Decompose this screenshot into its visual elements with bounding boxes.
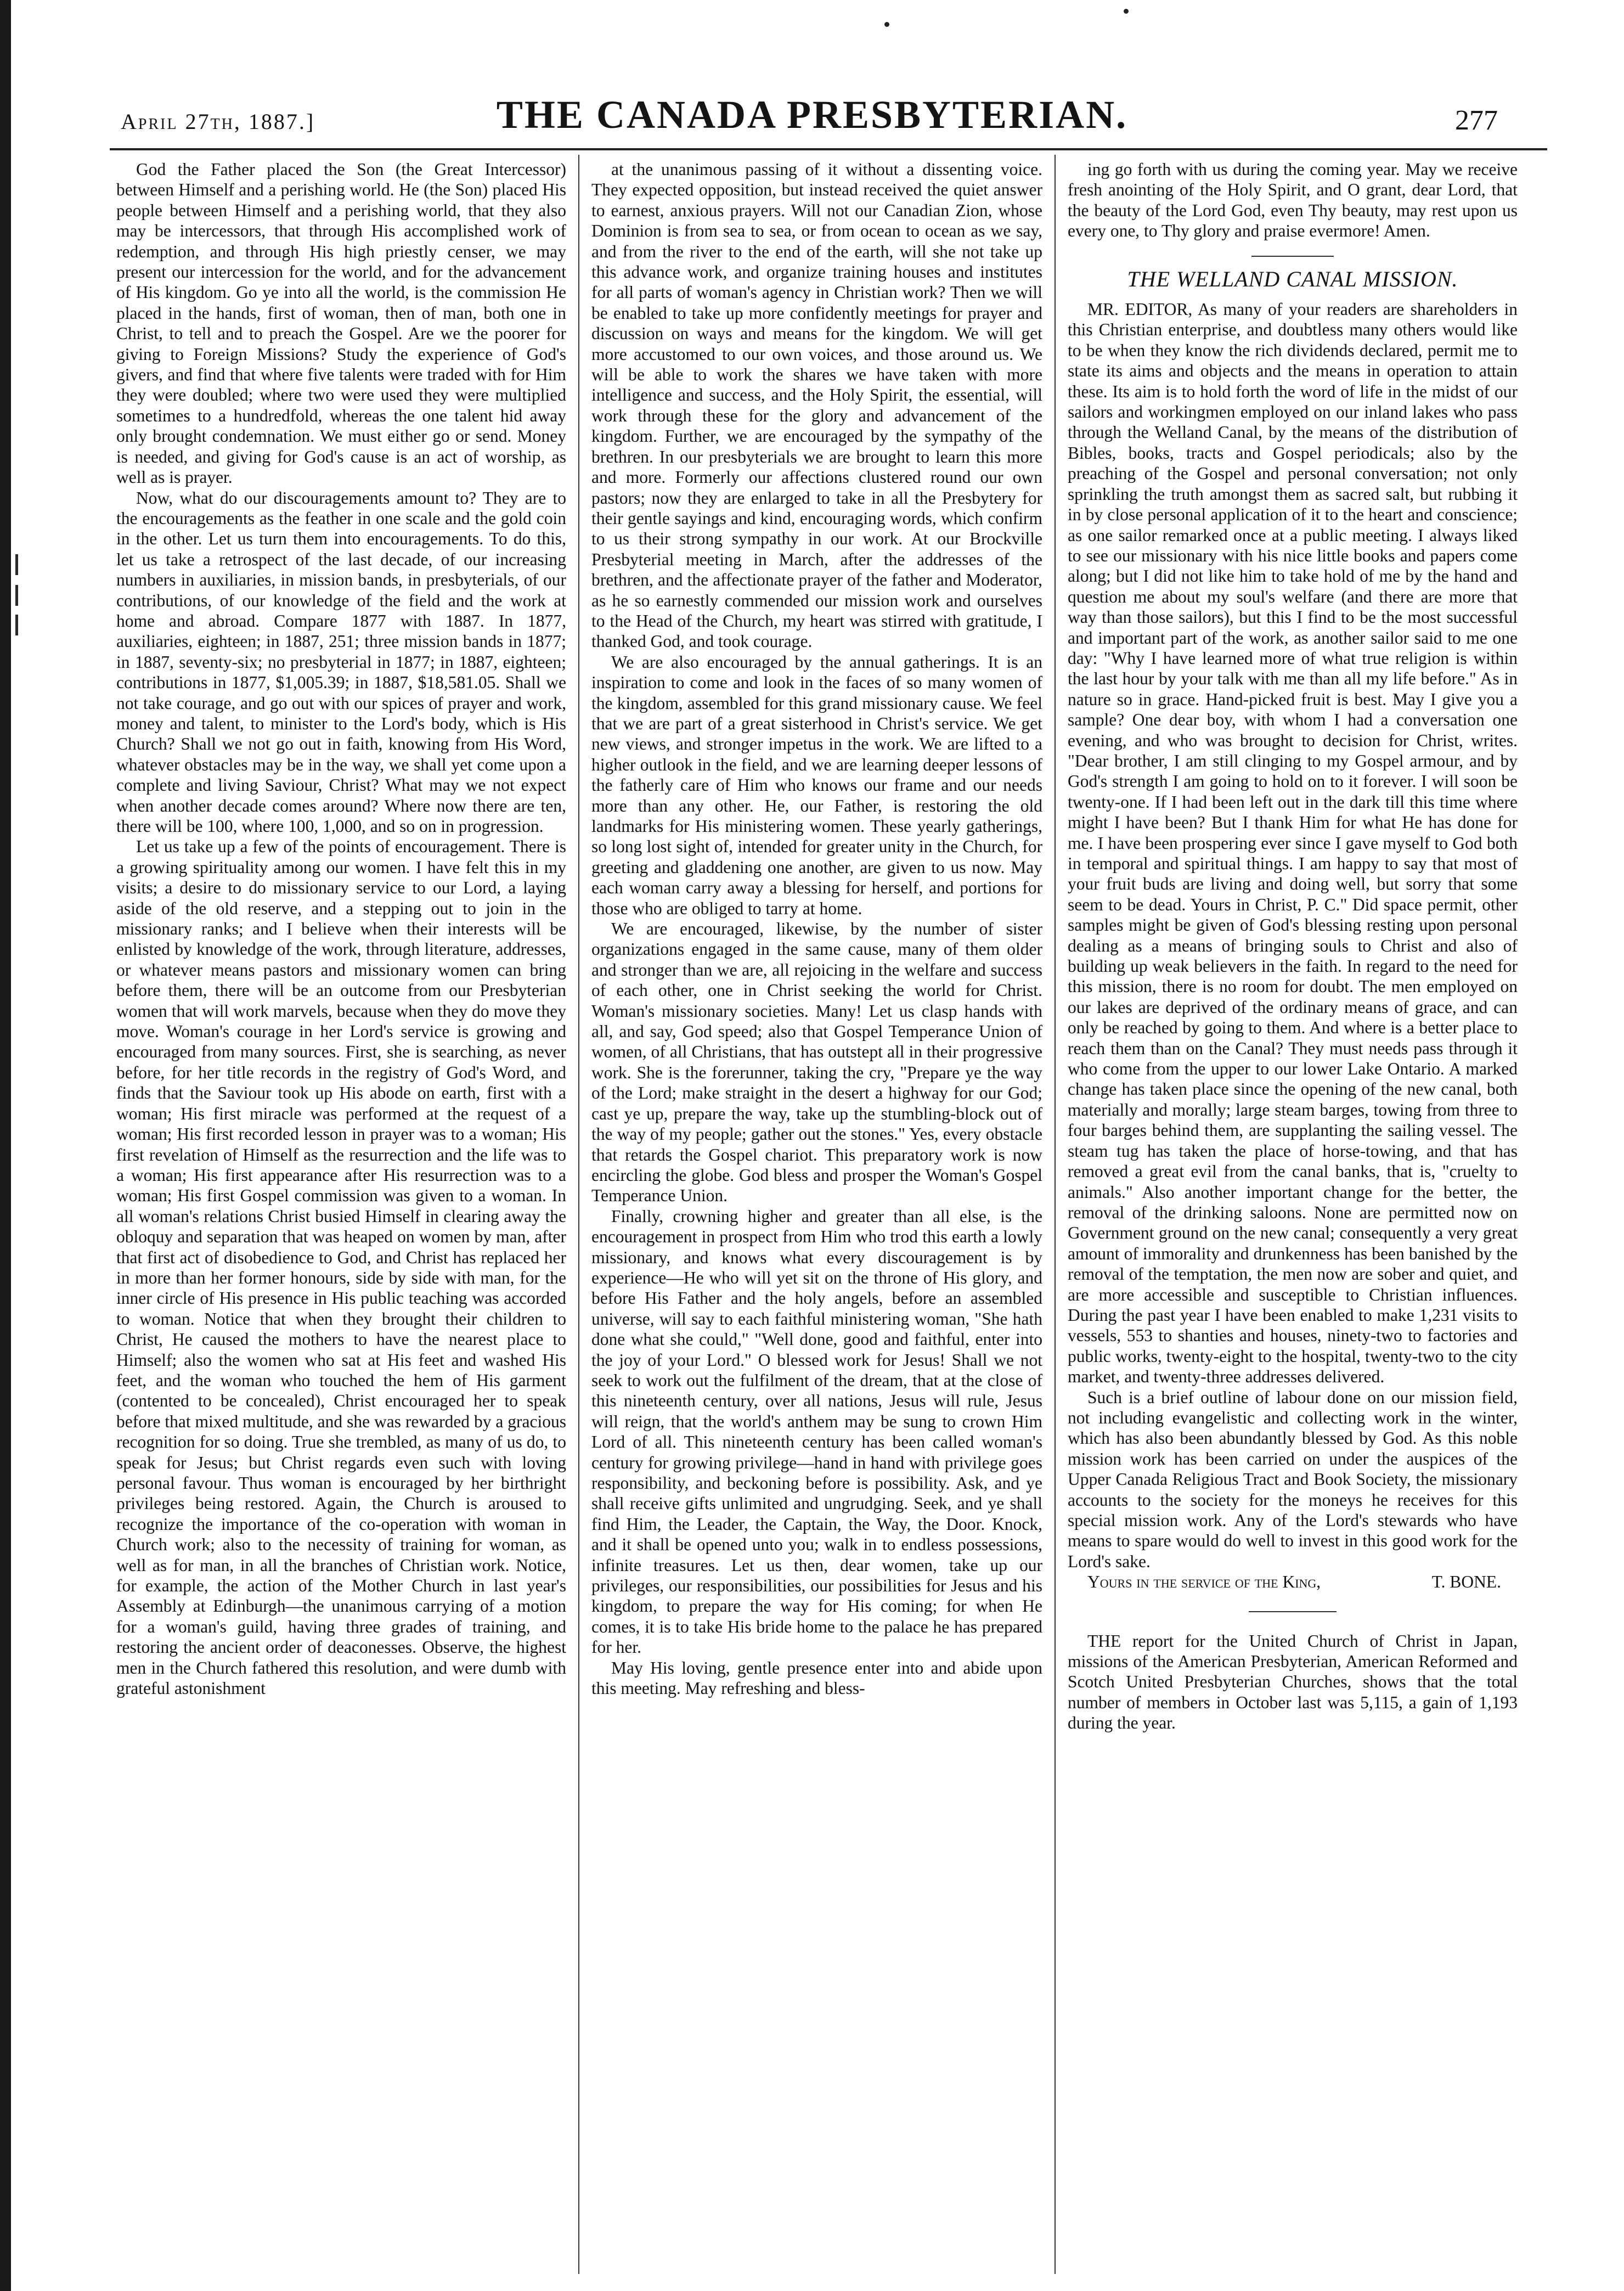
letter-signoff: Yours in the service of the King,: [1087, 1572, 1321, 1592]
article-paragraph: at the unanimous passing of it without a dissenting voice. They expected opposition, but instead received the quiet answer to earnest, anxious prayers. Will not our Canadian Zion, whose Dominion is from sea to sea, or from ocean to ocean as we say, and from the river to the end of the earth, will she not take up this advance work, and organize training houses and institutes for all parts of woman's agency in Christian work? Then we will be enabled to take up more confidently meetings for prayer and discussion on ways and means for the kingdom. We will get more accustomed to our own voices, and those around us. We will be able to work the shares we have taken with more intelligence and success, and the Holy Spirit, the essential, will work through these for the glory and advancement of the kingdom. Further, we are encouraged by the sympathy of the brethren. In our presbyterials we are brought to learn this more and more. Formerly our affections clustered round our own pastors; now they are enlarged to take in all the Presbytery for their gentle sayings and kind, encouraging words, which confirm to us their strong sympathy in our work. At our Brockville Presbyterial meeting in March, after the addresses of the brethren, and the affectionate prayer of the father and Moderator, as he so earnestly commended our mission work and ourselves to the Head of the Church, my heart was stirred with gratitude, I thanked God, and took courage.: [591, 160, 1042, 651]
print-speck: [884, 22, 889, 27]
letter-paragraph: Such is a brief outline of labour done on our mission field, not including evangelistic and collecting work in the winter, which has also been abundantly blessed by God. As this noble mission work has been carried on under the auspices of the Upper Canada Religious Tract and Book Society, the missionary accounts to the society for the moneys he receives for this special mission work. Any of the Lord's stewards who have means to spare would do well to invest in this good work for the Lord's sake.: [1068, 1387, 1518, 1571]
article-column-2: [591, 159, 1042, 2277]
page-number: 277: [1455, 105, 1498, 136]
article-paragraph: We are also encouraged by the annual gatherings. It is an inspiration to come and look in the faces of so many women of the kingdom, assembled for this grand missionary cause. We feel that we are part of a great sisterhood in Christ's service. We get new views, and stronger impetus in the work. We are lifted to a higher outlook in the field, and we are learning deeper lessons of the fatherly care of Him who knows our frame and our needs more than any other. He, our Father, is restoring the old landmarks for His ministering women. These yearly gatherings, so long lost sight of, intended for greater unity in the Church, for greeting and gladdening one another, are given to us now. May each woman carry away a blessing for herself, and portions for those who are obliged to tarry at home.: [591, 652, 1042, 918]
news-item-paragraph: THE report for the United Church of Christ in Japan, missions of the American Presbyterian, American Reformed and Scotch United Presbyterian Churches, shows that the total number of members in October last was 5,115, a gain of 1,193 during the year.: [1068, 1631, 1518, 1733]
article-paragraph: Let us take up a few of the points of encouragement. There is a growing spirituality among our women. I have felt this in my visits; a desire to do missionary service to our Lord, a laying aside of the old reserve, and a stepping out to join in the missionary ranks; and I believe when their interests will be enlisted by knowledge of the work, through literature, addresses, or whatever means pastors and missionary women can bring before them, there will be an outcome from our Presbyterian women that will work marvels, because when they do move they move. Woman's courage in her Lord's service is growing and encouraged from many sources. First, she is searching, as never before, for her title records in the registry of God's Word, and finds that the Saviour took up His abode on earth, first with a woman; His first miracle was performed at the request of a woman; His first recorded lesson in prayer was to a woman; His first revelation of Himself as the resurrection and the life was to a woman; His first appearance after His resurrection was to a woman; His first Gospel commission was given to a woman. In all woman's relations Christ busied Himself in clearing away the obloquy and separation that was heaped on women by man, after that first act of disobedience to God, and Christ has replaced her in more than her former honours, side by side with man, for the inner circle of His presence in His public teaching was accorded to woman. Notice that when they brought their children to Christ, He caused the mothers to have the nearest place to Himself; also the women who sat at His feet and washed His feet, and the woman who touched the hem of His garment (contented to be concealed), Christ encouraged her to speak before that mixed multitude, and she was rewarded by a gracious recognition for so doing. True she trembled, as many of us do, to speak for Jesus; but Christ regards even such with loving personal favour. Thus woman is encouraged by her birthright privileges being restored. Again, the Church is aroused to recognize the importance of the co-operation with woman in Church work; also to the necessity of training for woman, as well as for man, in all the branches of Christian work. Notice, for example, the action of the Mother Church in last year's Assembly at Edinburgh—the unanimous carrying of a motion for a woman's guild, having three grades of training, and restoring the ancient order of deaconesses. Observe, the highest men in the Church fathered this resolution, and were dumb with grateful astonishment: [116, 837, 566, 1698]
article-paragraph: God the Father placed the Son (the Great Intercessor) between Himself and a perishing world. He (the Son) placed His people between Himself and a perishing world, that they also may be intercessors, that through His accomplished work of redemption, and through His high priestly censer, we may present our intercession for the world, and for the advancement of His kingdom. Go ye into all the world, is the commission He placed in the hands, first of woman, then of man, both one in Christ, to tell and to preach the Gospel. Are we the poorer for giving to Foreign Missions? Study the experience of God's givers, and find that where five talents were traded with for Him they were doubled; where two were used they were multiplied sometimes to a hundredfold, whereas the one talent hid away only brought condemnation. We must either go or send. Money is needed, and giving for God's cause is an act of worship, as well as is prayer.: [116, 160, 566, 487]
column-divider: [1055, 155, 1056, 2274]
section-rule: [1249, 1611, 1337, 1612]
article-column-3: [1068, 159, 1518, 2277]
column-divider: [578, 155, 579, 2274]
article-paragraph: Now, what do our discouragements amount to? They are to the encouragements as the feather in one scale and the gold coin in the other. Let us turn them into encouragements. To do this, let us take a retrospect of the last decade, of our increasing numbers in auxiliaries, in mission bands, in presbyterials, of our contributions, of our knowledge of the field and the work at home and abroad. Compare 1877 with 1887. In 1877, auxiliaries, eighteen; in 1887, 251; three mission bands in 1877; in 1887, seventy-six; no presbyterial in 1877; in 1887, eighteen; contributions in 1877, $1,005.39; in 1887, $18,581.05. Shall we not take courage, and go out with our spices of prayer and work, money and talent, to minister to the Lord's body, which is His Church? Shall we not go out in faith, knowing from His Word, whatever obstacles may be in the way, we shall yet come upon a complete and living Saviour, Christ? What may we not expect when another decade comes around? Where now there are ten, there will be 100, where 100, 1,000, and so on in progression.: [116, 488, 566, 836]
letter-paragraph: MR. EDITOR, As many of your readers are shareholders in this Christian enterprise, and doubtless many others would like to be when they know the rich dividends declared, permit me to state its aims and objects and the means in operation to attain these. Its aim is to hold forth the word of life in the midst of our sailors and workingmen employed on our inland lakes who pass through the Welland Canal, by the means of the distribution of Bibles, books, tracts and Gospel periodicals; also by the preaching of the Gospel and personal conversation; not only sprinkling the truth amongst them as sacred salt, but rubbing it in by close personal application of it to the heart and conscience; as one sailor remarked once at a public meeting. I always liked to see our missionary with his nice little books and papers come along; but I did not like him to take hold of me by the hand and question me about my soul's welfare (and there are more that way than those sailors), but this I find to be the most successful and important part of the work, as another sailor said to me one day: "Why I have learned more of what true religion is within the last hour by your talk with me than all my life before." As in nature so in grace. Hand-picked fruit is best. May I give you a sample? One dear boy, with whom I had a conversation one evening, and who was brought to decision for Christ, writes. "Dear brother, I am still clinging to my Gospel armour, and by God's strength I am going to hold on to it forever. I will soon be twenty-one. If I had been left out in the dark till this time where might I have been? But I thank Him for what He has done for me. I have been prospering ever since I gave myself to God both in temporal and spiritual things. I am happy to say that most of your fruit buds are living and doing well, but sorry that some seem to be dead. Yours in Christ, P. C." Did space permit, other samples might be given of God's blessing resting upon personal dealing as a means of bringing souls to Christ and also of building up weak believers in the faith. In regard to the need for this mission, there is no room for doubt. The men employed on our lakes are deprived of the ordinary means of grace, and can only be reached by going to them. And where is a better place to reach them than on the Canal? They must needs pass through it who come from the upper to our lower Lake Ontario. A marked change has taken place since the opening of the new canal, both materially and morally; large steam barges, towing from three to four barges behind them, are supplanting the sailing vessel. The steam tug has taken the place of horse-towing, and that has removed a great evil from the canal banks, that is, "cruelty to animals." Also another important change for the better, the removal of the drinking saloons. None are permitted now on Government ground on the new canal; consequently a very great amount of immorality and drunkenness has been banished by the removal of the temptation, the men now are sober and quiet, and are more accessible and susceptible to Christian influences. During the past year I have been enabled to make 1,231 visits to vessels, 553 to shanties and houses, ninety-two to factories and public works, twenty-eight to the hospital, twenty-two to the city market, and twenty-three addresses delivered.: [1068, 300, 1518, 1387]
section-heading: THE WELLAND CANAL MISSION.: [1127, 266, 1458, 291]
page-binding-edge: [0, 0, 11, 2291]
letter-signature: T. BONE.: [1431, 1572, 1501, 1592]
article-paragraph: May His loving, gentle presence enter into and abide upon this meeting. May refreshing and bless-: [591, 1658, 1042, 1698]
article-column-1: [116, 159, 566, 2277]
gutter-mark: [15, 585, 18, 606]
issue-date: April 27th, 1887.]: [121, 109, 315, 134]
article-paragraph: ing go forth with us during the coming year. May we receive fresh anointing of the Holy Spirit, and O grant, dear Lord, that the beauty of the Lord God, even Thy beauty, may rest upon us every one, to Thy glory and praise evermore! Amen.: [1068, 160, 1518, 241]
letter-signature-line: [1068, 1572, 1518, 1592]
page-header: [77, 92, 1547, 142]
section-rule: [1251, 256, 1334, 257]
masthead-title: THE CANADA PRESBYTERIAN.: [496, 93, 1128, 137]
gutter-mark: [15, 615, 18, 635]
print-speck: [1124, 9, 1129, 14]
article-paragraph: We are encouraged, likewise, by the number of sister organizations engaged in the same cause, many of them older and stronger than we are, all rejoicing in the welfare and success of each other, one in Christ seeking the world for Christ. Woman's missionary societies. Many! Let us clasp hands with all, and say, God speed; also that Gospel Temperance Union of women, of all Christians, that has outstept all in their progressive work. She is the forerunner, taking the cry, "Prepare ye the way of the Lord; make straight in the desert a highway for our God; cast ye up, prepare the way, take up the stumbling-block out of the way of my people; gather out the stones." Yes, every obstacle that retards the Gospel chariot. This preparatory work is now encircling the globe. God bless and prosper the Woman's Gospel Temperance Union.: [591, 919, 1042, 1206]
gutter-mark: [15, 554, 18, 575]
header-rule: [110, 148, 1547, 150]
article-paragraph: Finally, crowning higher and greater than all else, is the encouragement in prospect from Him who trod this earth a lowly missionary, and knows what every discouragement is by experience—He who will yet sit on the throne of His glory, and before His Father and the holy angels, before an assembled universe, will say to each faithful ministering woman, "She hath done what she could," "Well done, good and faithful, enter into the joy of your Lord." O blessed work for Jesus! Shall we not seek to work out the fulfilment of the dream, that at the close of this nineteenth century, over all nations, Jesus will rule, Jesus will reign, that the world's anthem may be sung to crown Him Lord of all. This nineteenth century has been called woman's century for growing privilege—hand in hand with privilege goes responsibility, and beckoning before is possibility. Ask, and ye shall receive gifts unlimited and ungrudging. Seek, and ye shall find Him, the Leader, the Captain, the Way, the Door. Knock, and it shall be opened unto you; walk in to endless possessions, infinite treasures. Let us then, dear women, take up our privileges, our responsibilities, our possibilities for Jesus and his kingdom, to prepare the way for His coming; for when He comes, it is to take His bride home to the palace he has prepared for her.: [591, 1206, 1042, 1657]
